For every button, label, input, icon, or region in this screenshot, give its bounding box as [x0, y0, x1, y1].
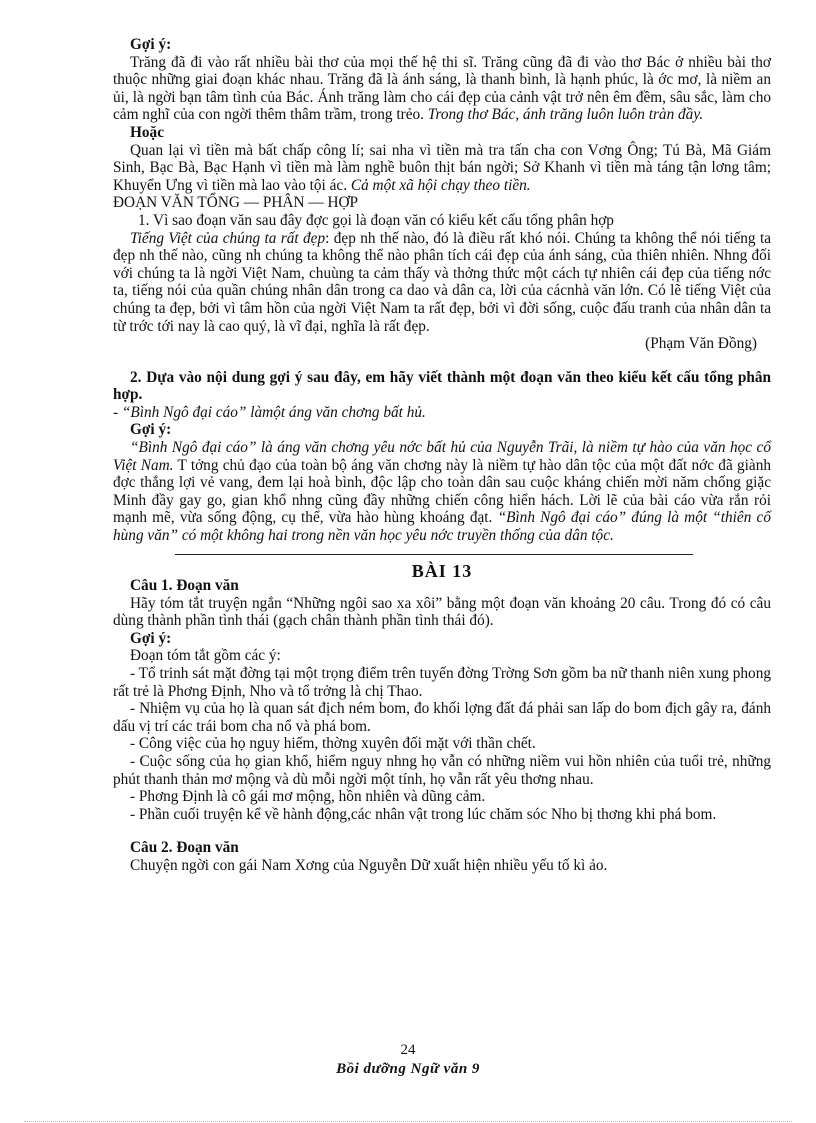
summary-item: - Phơng Định là cô gái mơ mộng, hồn nhiên và dũng cảm. [130, 788, 486, 806]
goi-y-italic-2a: “Bình Ngô đại cáo” là áng văn chơng yêu nớc bất hủ của Nguyễn Trãi, là niềm tự hào của văn học cổ Việt Nam. [113, 439, 771, 474]
summary-intro: Đoạn tóm tắt gồm các ý: [130, 647, 281, 665]
summary-item: - Cuộc sống của họ gian khổ, hiểm nguy nhng họ vẫn có những niềm vui hồn nhiên của tuổi trẻ, những phút thanh thản mơ mộng và dù mỗi ngời một tính, họ vẫn rất yêu thơng nhau. [113, 752, 771, 788]
goi-y-heading-2: Gợi ý: [130, 421, 172, 439]
passage-paragraph [113, 230, 771, 336]
page-bottom-line [24, 1121, 792, 1122]
summary-item: - Nhiệm vụ của họ là quan sát địch ném bom, đo khối lợng đất đá phải san lấp do bom địch gây ra, đánh dấu vị trí các trái bom cha nổ và phá bom. [113, 700, 771, 735]
summary-item: - Công việc của họ nguy hiểm, thờng xuyên đối mặt với thần chết. [130, 735, 536, 753]
cau-1-text: Hãy tóm tắt truyện ngắn “Những ngôi sao xa xôi” bằng một đoạn văn khoảng 20 câu. Trong đó có câu dùng thành phần tình thái (gạch chân thành phần tình thái đó). [113, 594, 771, 630]
passage-author: (Phạm Văn Đồng) [645, 335, 757, 353]
cau-2-heading: Câu 2. Đoạn văn [130, 839, 239, 857]
goi-y-text-1: Trăng đã đi vào rất nhiều bài thơ của mọi thế hệ thi sĩ. Trăng cũng đã đi vào thơ Bác ở nhiều bài thơ thuộc những giai đoạn khác nhau. Trăng đã là ánh sáng, là thanh bình, là hạnh phúc, là ớc mơ, là niềm an ủi, là ngời bạn tâm tình của Bác. Ánh trăng làm cho cái đẹp của cảnh vật trở nên êm đềm, sâu sắc, làm cho cảm nghĩ của con ngời thêm thâm trầm, trong trẻo. [113, 53, 771, 124]
book-title-footer: Bồi dưỡng Ngữ văn 9 [336, 1061, 480, 1077]
page-number: 24 [400, 1042, 416, 1058]
hoac-text: Quan lại vì tiền mà bất chấp công lí; sai nha vì tiền mà tra tấn cha con Vơng Ông; Tú Bà, Mã Giám Sinh, Bạc Bà, Bạc Hạnh vì tiền mà làm nghề buôn thịt bán ngời; Sở Khanh vì tiền mà táng tận lơng tâm; Khuyển Ưng vì tiền mà lao vào tội ác. [113, 141, 771, 194]
summary-item: - Phần cuối truyện kể về hành động,các nhân vật trong lúc chăm sóc Nho bị thơng khi phá bom. [130, 805, 717, 823]
lesson-header [113, 555, 771, 594]
question-1: 1. Vì sao đoạn văn sau đây đợc gọi là đoạn văn có kiểu kết cấu tổng phân hợp [138, 211, 614, 229]
goi-y-heading-1: Gợi ý: [130, 36, 172, 53]
goi-y-text-2: T tởng chủ đạo của toàn bộ áng văn chơng này là niềm tự hào dân tộc của một đất nớc đã giành đợc thắng lợi vẻ vang, đem lại hoà bình, độc lập cho toàn dân sau cuộc kháng chiến mời năm chống giặc Minh đầy gay go, gian khổ nhng cũng đầy những chiến công hiển hách. Lời lẽ của bài cáo vừa rắn rỏi mạnh mẽ, vừa sống động, cụ thể, vừa hào hùng khoáng đạt. [113, 456, 771, 527]
goi-y-italic-1: Trong thơ Bác, ánh trăng luôn luôn tràn đầy. [427, 106, 704, 124]
document-body [113, 36, 771, 875]
cau-2-text: Chuyện ngời con gái Nam Xơng của Nguyễn Dữ xuất hiện nhiều yếu tố kì ảo. [130, 856, 608, 874]
section-title-tong-phan-hop: ĐOẠN VĂN TỔNG — PHÂN — HỢP [113, 194, 359, 212]
question-2-dash: - [113, 403, 122, 421]
hoac-heading: Hoặc [130, 123, 164, 141]
hoac-paragraph [113, 142, 771, 195]
passage-text: : đẹp nh thế nào, đó là điều rất khó nói. Chúng ta không thể nói tiếng ta đẹp nh thế nào, cũng nh chúng ta không thể nào phân tích cái đẹp của ánh sáng, của thiên nhiên. Nhng đối với chúng ta là ngời Việt Nam, chuùng ta cảm thấy và thởng thức một cách tự nhiên cái đẹp của tiếng nớc ta, tiếng nói của quần chúng nhân dân trong ca dao và dân ca, lời của cácnhà văn lớn. Có lẽ tiếng Việt của chúng ta đẹp, bởi vì tâm hồn của ngời Việt Nam ta rất đẹp, bởi vì đời sống, cuộc đấu tranh của nhân dân ta từ trớc tới nay là cao quý, là vĩ đại, nghĩa là rất đẹp. [113, 229, 771, 335]
question-2-item-italic: “Bình Ngô đại cáo” làmột áng văn chơng bất hủ. [121, 403, 426, 421]
cau-1-heading: Câu 1. Đoạn văn [130, 576, 239, 594]
goi-y-italic-2b: “Bình Ngô đại cáo” đúng là một “thiên cổ hùng văn” có một không hai trong nền văn học yêu nớc truyền thống của dân tộc. [113, 509, 771, 545]
question-2: 2. Dựa vào nội dung gợi ý sau đây, em hãy viết thành một đoạn văn theo kiểu kết cấu tổng phân hợp. [113, 368, 771, 404]
question-2-item [113, 404, 771, 422]
goi-y-paragraph-1 [113, 54, 771, 124]
lesson-title: BÀI 13 [411, 560, 473, 581]
goi-y-heading-3: Gợi ý: [130, 629, 172, 647]
goi-y-paragraph-2 [113, 439, 771, 545]
summary-item: - Tổ trinh sát mặt đờng tại một trọng điểm trên tuyến đờng Trờng Sơn gồm ba nữ thanh niên xung phong rất trẻ là Phơng Định, Nho và tổ trởng là chị Thao. [113, 665, 771, 700]
passage-italic: Tiếng Việt của chúng ta rất đẹp [130, 229, 326, 247]
hoac-italic: Cả một xã hội chạy theo tiền. [350, 176, 531, 194]
